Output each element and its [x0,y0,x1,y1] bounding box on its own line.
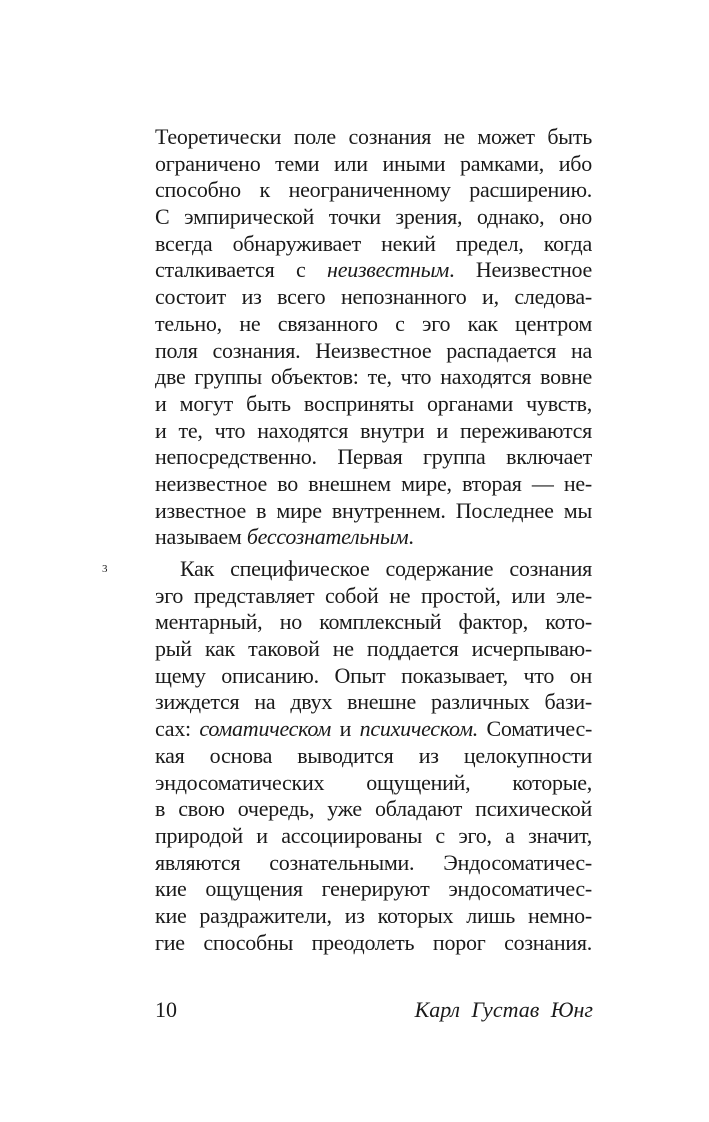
text-run: сах: [155,716,191,742]
text-line: ограничено теми или иными рамками, ибо [155,150,592,176]
text-line: кие ощущения генерируют эндосоматичес- [155,876,592,902]
text-line: непосредственно. Первая группа включает [155,444,592,470]
paragraph-1 [155,124,592,551]
text-run: . [408,524,414,550]
text-line: рый как таковой не поддается исчерпываю- [155,636,592,662]
italic-term-unconscious: бессознательным [246,524,409,550]
italic-term-somatic: соматическом [199,716,332,742]
text-line: щему описанию. Опыт показывает, что он [155,662,592,688]
text-run: сталкивается с [155,257,306,283]
text-line: неизвестное во внешнем мире, вторая — не- [155,470,592,496]
text-line: состоит из всего непознанного и, следова- [155,284,592,310]
text-line: способно к неограниченному расширению. [155,177,592,203]
running-footer-author: Карл Густав Юнг [414,997,593,1022]
italic-term-unknown: неизвестным [327,257,450,283]
italic-term-psychic: психическом. [359,716,478,742]
text-run: Соматичес- [486,716,593,742]
page-number: 10 [155,997,177,1022]
text-line: природой и ассоциированы с эго, а значит, [155,822,592,848]
text-line: зиждется на двух внешне различных бази- [155,689,592,715]
text-line: кие раздражители, из которых лишь немно- [155,902,592,928]
text-line: две группы объектов: те, что находятся вовне [155,364,592,390]
text-line [155,716,592,743]
text-line: и те, что находятся внутри и переживаются [155,417,592,443]
text-line: гие способны преодолеть порог сознания. [155,929,592,955]
text-run: и [339,716,352,742]
text-line: кая основа выводится из целокупности [155,742,592,768]
text-line: Теоретически поле сознания не может быть [155,124,592,149]
text-line: Как специфическое содержание сознания [180,556,592,581]
text-line [155,257,592,284]
paragraph-2 [155,556,592,956]
body-text [155,124,592,956]
text-line: С эмпирической точки зрения, однако, оно [155,204,592,230]
margin-mark: 3 [102,563,108,575]
text-line: ментарный, но комплексный фактор, кото- [155,609,592,635]
text-line: эго представляет собой не простой, или эле- [155,582,592,608]
text-line: тельно, не связанного с эго как центром [155,310,592,336]
text-run: называем [155,524,242,550]
text-line: известное в мире внутреннем. Последнее мы [155,497,592,523]
text-line: поля сознания. Неизвестное распадается на [155,337,592,363]
text-line: эндосоматических ощущений, которые, [155,769,592,795]
text-run: . Неизвестное [449,257,593,283]
text-line [155,524,592,551]
text-line: в свою очередь, уже обладают психической [155,796,592,822]
text-line: являются сознательными. Эндосоматичес- [155,849,592,875]
text-line: всегда обнаруживает некий предел, когда [155,230,592,256]
text-line: и могут быть восприняты органами чувств, [155,390,592,416]
